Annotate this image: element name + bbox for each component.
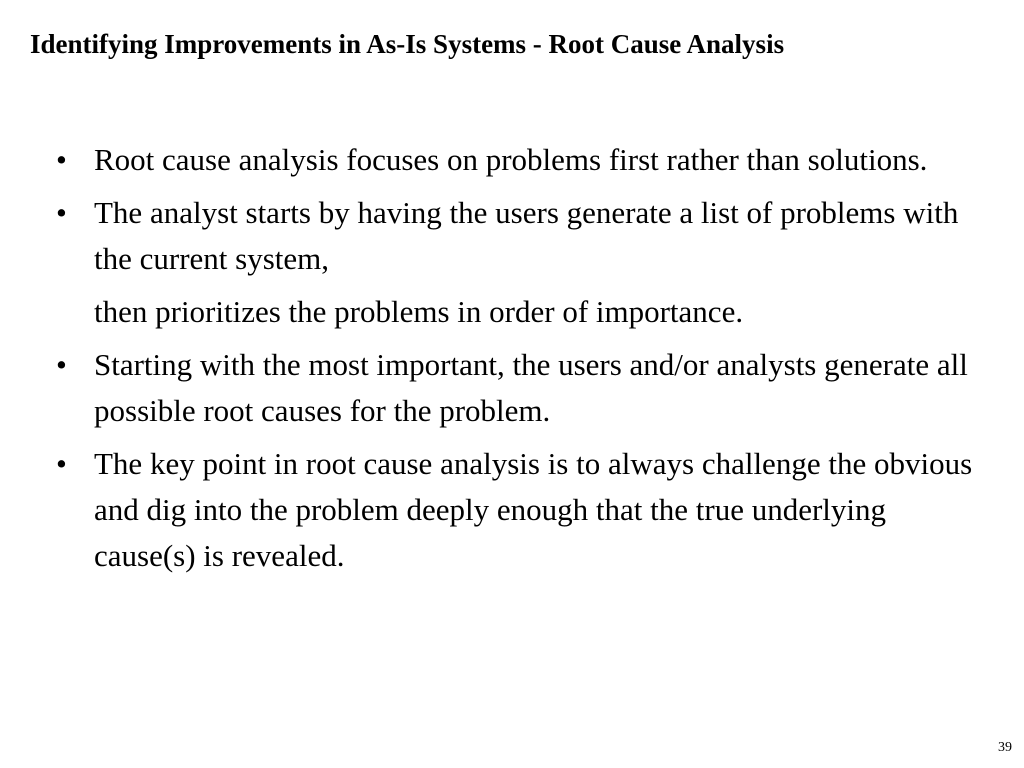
slide-title: Identifying Improvements in As-Is Systems - Root Cause Analysis <box>30 29 785 59</box>
bullet-item-1 <box>56 137 986 183</box>
bullet-item-2 <box>56 190 986 282</box>
page-number: 39 <box>998 740 1012 755</box>
bullet-point: • <box>56 446 67 481</box>
bullet-item-4 <box>56 441 986 579</box>
bullet-text: Root cause analysis focuses on problems first rather than solutions. <box>94 142 928 177</box>
bullet-item-3 <box>56 342 986 434</box>
bullet-point: • <box>56 142 67 177</box>
bullet-point: • <box>56 347 67 382</box>
bullet-text: The analyst starts by having the users generate a list of problems with the current system, <box>94 195 959 276</box>
bullet-continuation <box>56 289 986 335</box>
bullet-text: then prioritizes the problems in order of importance. <box>94 294 744 329</box>
bullet-text: The key point in root cause analysis is to always challenge the obvious and dig into the problem deeply enough that the true underlying cause(s) is revealed. <box>94 446 973 573</box>
bullet-point: • <box>56 195 67 230</box>
bullet-list <box>56 137 986 586</box>
bullet-text: Starting with the most important, the users and/or analysts generate all possible root causes for the problem. <box>94 347 968 428</box>
